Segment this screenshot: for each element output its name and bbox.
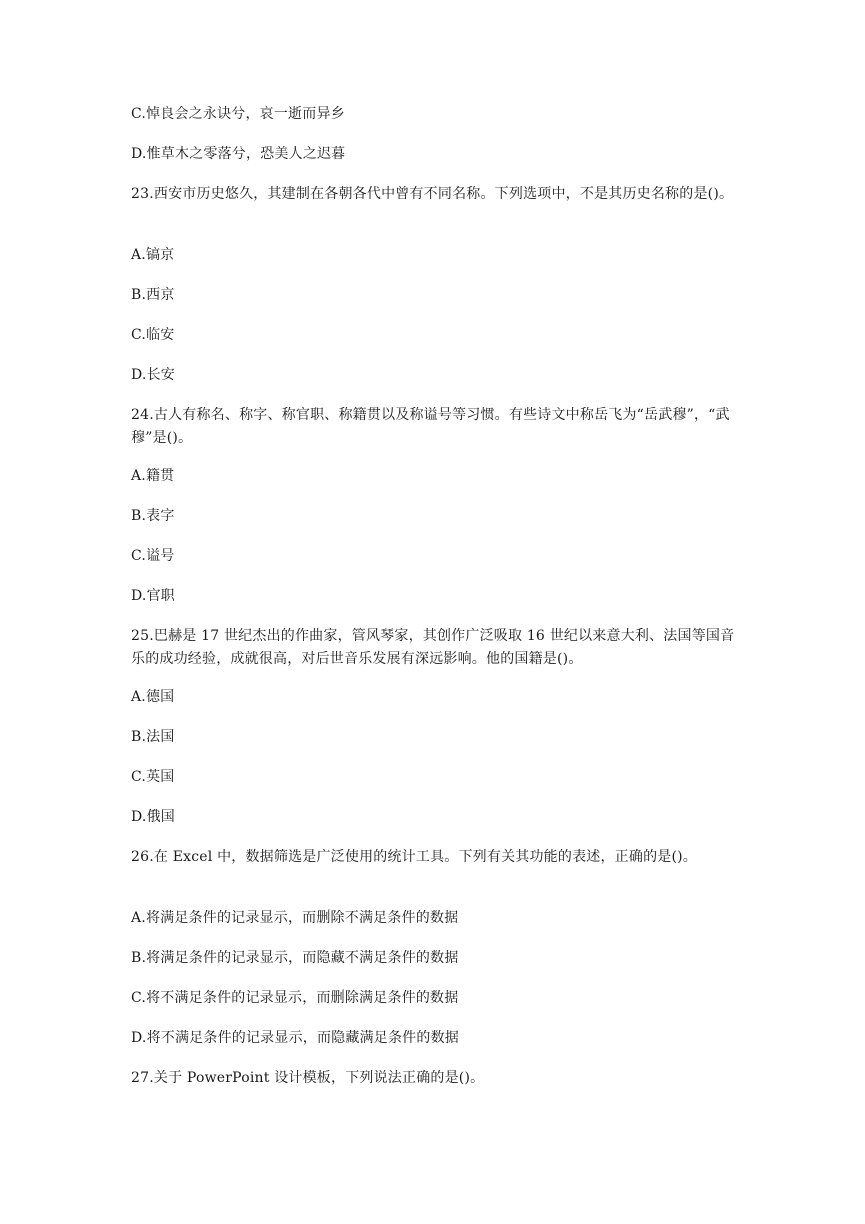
option-d-q22: D.惟草木之零落兮，恐美人之迟暮 xyxy=(131,146,346,162)
option-b-q23: B.西京 xyxy=(131,287,175,303)
option-a-q25: A.德国 xyxy=(131,689,175,705)
option-a-q24: A.籍贯 xyxy=(131,468,175,484)
question-24: 24.古人有称名、称字、称官职、称籍贯以及称谥号等习惯。有些诗文中称岳飞为“岳武穆”，“武穆”是()。 xyxy=(131,407,730,446)
question-23: 23.西安市历史悠久，其建制在各朝各代中曾有不同名称。下列选项中，不是其历史名称的是()。 xyxy=(131,186,734,202)
option-a-q23: A.镐京 xyxy=(131,247,175,263)
option-c-q25: C.英国 xyxy=(131,769,175,785)
question-27: 27.关于 PowerPoint 设计模板，下列说法正确的是()。 xyxy=(131,1070,485,1086)
question-25: 25.巴赫是 17 世纪杰出的作曲家，管风琴家，其创作广泛吸取 16 世纪以来意大利、法国等国音乐的成功经验，成就很高，对后世音乐发展有深远影响。他的国籍是()。 xyxy=(131,628,735,667)
option-b-q25: B.法国 xyxy=(131,729,175,745)
option-c-q26: C.将不满足条件的记录显示，而删除满足条件的数据 xyxy=(131,990,459,1006)
option-d-q26: D.将不满足条件的记录显示，而隐藏满足条件的数据 xyxy=(131,1030,459,1046)
option-c-q23: C.临安 xyxy=(131,327,175,343)
option-a-q26: A.将满足条件的记录显示，而删除不满足条件的数据 xyxy=(131,910,459,926)
option-b-q26: B.将满足条件的记录显示，而隐藏不满足条件的数据 xyxy=(131,950,459,966)
option-c-q22: C.悼良会之永诀兮，哀一逝而异乡 xyxy=(131,106,345,122)
option-d-q23: D.长安 xyxy=(131,367,175,383)
option-b-q24: B.表字 xyxy=(131,508,175,524)
question-26: 26.在 Excel 中，数据筛选是广泛使用的统计工具。下列有关其功能的表述，正确的是()。 xyxy=(131,849,698,865)
option-d-q25: D.俄国 xyxy=(131,809,175,825)
option-c-q24: C.谥号 xyxy=(131,548,175,564)
option-d-q24: D.官职 xyxy=(131,588,175,604)
